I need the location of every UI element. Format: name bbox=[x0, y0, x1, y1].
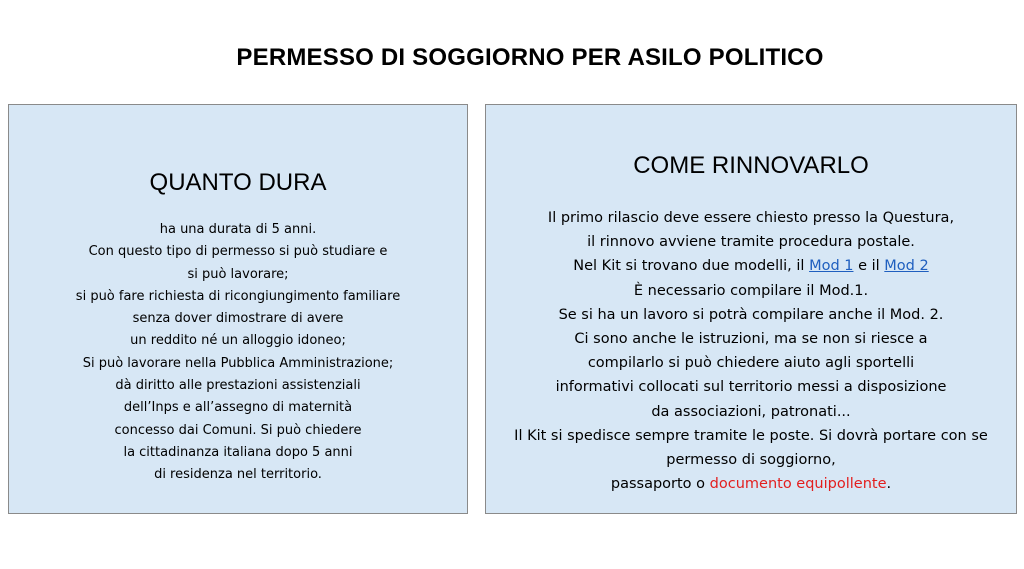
models-middle: e il bbox=[853, 258, 885, 275]
duration-line: dà diritto alle prestazioni assistenziali bbox=[115, 378, 361, 394]
renewal-line: Ci sono anche le istruzioni, ma se non si riesce a bbox=[574, 331, 928, 348]
equivalent-document-highlight: documento equipollente bbox=[709, 476, 887, 493]
renewal-line: da associazioni, patronati... bbox=[651, 403, 851, 420]
duration-line: concesso dai Comuni. Si può chiedere bbox=[114, 422, 362, 438]
duration-line: ha una durata di 5 anni. bbox=[159, 222, 317, 237]
renewal-panel bbox=[485, 104, 1017, 514]
mod1-link[interactable]: Mod 1 bbox=[809, 258, 854, 275]
duration-line: un reddito né un alloggio idoneo; bbox=[130, 333, 346, 349]
page-title: PERMESSO DI SOGGIORNO PER ASILO POLITICO bbox=[236, 44, 824, 71]
duration-heading: QUANTO DURA bbox=[149, 169, 327, 196]
duration-line: di residenza nel territorio. bbox=[154, 467, 322, 483]
models-prefix: Nel Kit si trovano due modelli, il bbox=[573, 258, 810, 275]
duration-line: si può fare richiesta di ricongiungimento familiare bbox=[75, 288, 401, 304]
duration-line: dell’Inps e all’assegno di maternità bbox=[123, 400, 353, 416]
duration-panel bbox=[8, 104, 468, 514]
documents-suffix: . bbox=[886, 476, 892, 493]
renewal-line-documents bbox=[486, 472, 1016, 496]
renewal-line: Il Kit si spedisce sempre tramite le poste. Si dovrà portare con se bbox=[514, 427, 988, 444]
renewal-line: Il primo rilascio deve essere chiesto presso la Questura, bbox=[547, 210, 955, 226]
renewal-line-models bbox=[486, 254, 1016, 278]
duration-line: si può lavorare; bbox=[187, 266, 289, 282]
mod2-link[interactable]: Mod 2 bbox=[884, 258, 929, 275]
renewal-heading: COME RINNOVARLO bbox=[633, 152, 869, 179]
renewal-line: informativi collocati sul territorio messi a disposizione bbox=[555, 379, 947, 396]
duration-line: Con questo tipo di permesso si può studiare e bbox=[88, 244, 388, 260]
renewal-line: permesso di soggiorno, bbox=[666, 452, 836, 469]
duration-line: senza dover dimostrare di avere bbox=[132, 311, 344, 327]
renewal-line: È necessario compilare il Mod.1. bbox=[633, 282, 869, 299]
duration-text bbox=[9, 219, 467, 487]
renewal-line: compilarlo si può chiedere aiuto agli sportelli bbox=[587, 355, 915, 372]
duration-line: la cittadinanza italiana dopo 5 anni bbox=[123, 444, 353, 460]
renewal-line: il rinnovo avviene tramite procedura postale. bbox=[587, 234, 915, 251]
duration-line: Si può lavorare nella Pubblica Amministrazione; bbox=[82, 355, 394, 371]
renewal-line: Se si ha un lavoro si potrà compilare anche il Mod. 2. bbox=[558, 306, 944, 323]
documents-prefix: passaporto o bbox=[610, 476, 710, 493]
renewal-text bbox=[486, 206, 1016, 496]
